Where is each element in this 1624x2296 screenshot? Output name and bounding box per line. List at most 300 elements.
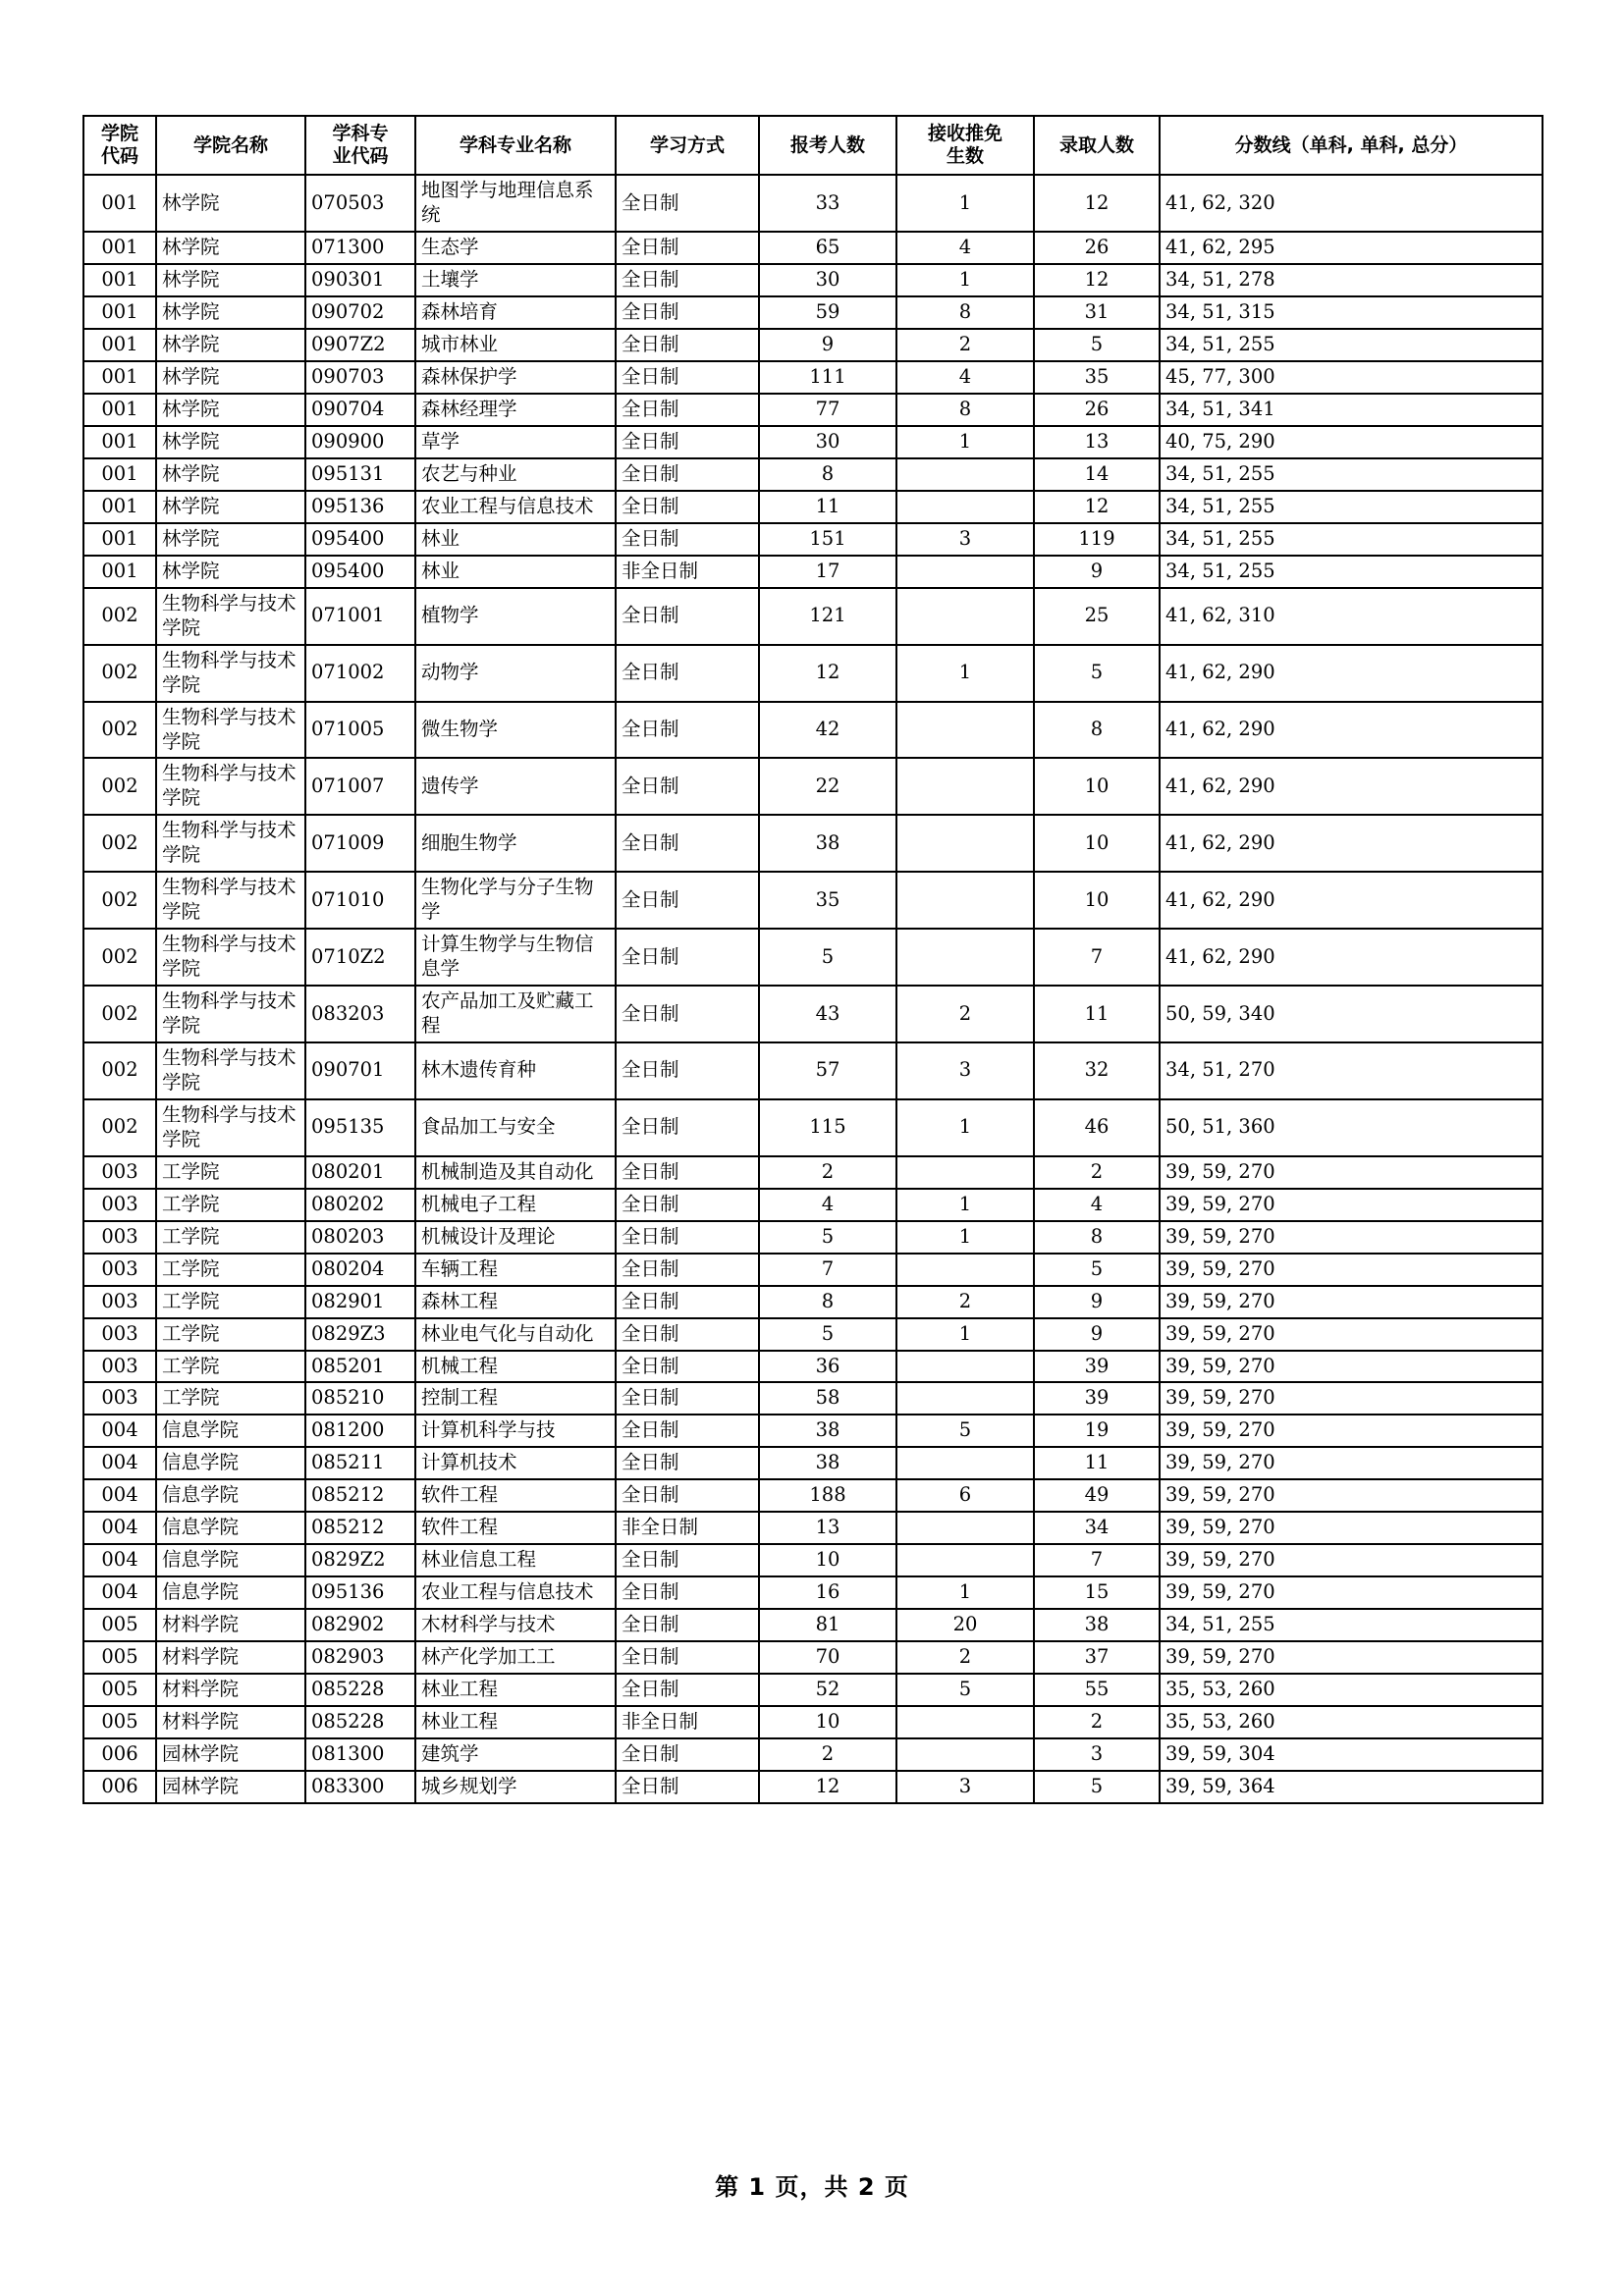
cell-major-code: 0907Z2	[305, 329, 415, 361]
cell-college-name: 工学院	[156, 1189, 305, 1221]
cell-study-mode: 全日制	[616, 296, 759, 329]
cell-admitted: 9	[1034, 1318, 1160, 1351]
cell-recommended: 1	[896, 1221, 1034, 1254]
cell-major-name: 动物学	[415, 645, 616, 702]
cell-major-code: 085212	[305, 1512, 415, 1544]
cell-admitted: 2	[1034, 1156, 1160, 1189]
cell-score-line: 39, 59, 270	[1160, 1479, 1543, 1512]
cell-study-mode: 全日制	[616, 1479, 759, 1512]
cell-admitted: 26	[1034, 232, 1160, 264]
cell-college-name: 生物科学与技术学院	[156, 986, 305, 1042]
cell-major-name: 农艺与种业	[415, 458, 616, 491]
cell-admitted: 38	[1034, 1609, 1160, 1641]
cell-admitted: 39	[1034, 1351, 1160, 1383]
cell-score-line: 39, 59, 270	[1160, 1189, 1543, 1221]
cell-major-name: 控制工程	[415, 1382, 616, 1415]
cell-score-line: 45, 77, 300	[1160, 361, 1543, 394]
cell-admitted: 19	[1034, 1415, 1160, 1447]
cell-admitted: 34	[1034, 1512, 1160, 1544]
column-header-college-name: 学院名称	[156, 116, 305, 175]
cell-applicants: 111	[759, 361, 896, 394]
cell-study-mode: 全日制	[616, 588, 759, 645]
cell-applicants: 59	[759, 296, 896, 329]
cell-college-name: 工学院	[156, 1254, 305, 1286]
cell-study-mode: 全日制	[616, 645, 759, 702]
cell-study-mode: 全日制	[616, 1576, 759, 1609]
cell-major-code: 095131	[305, 458, 415, 491]
table-row	[83, 1609, 1543, 1641]
cell-college-code: 005	[83, 1609, 156, 1641]
cell-applicants: 115	[759, 1099, 896, 1156]
table-row	[83, 1512, 1543, 1544]
cell-college-code: 003	[83, 1382, 156, 1415]
cell-recommended	[896, 1544, 1034, 1576]
cell-college-name: 林学院	[156, 264, 305, 296]
table-row	[83, 986, 1543, 1042]
cell-major-name: 林业	[415, 523, 616, 556]
admissions-statistics-table	[82, 115, 1543, 1804]
table-row	[83, 1382, 1543, 1415]
table-row	[83, 1189, 1543, 1221]
cell-recommended	[896, 1351, 1034, 1383]
cell-study-mode: 非全日制	[616, 1512, 759, 1544]
cell-recommended	[896, 815, 1034, 872]
cell-score-line: 39, 59, 270	[1160, 1221, 1543, 1254]
column-header-applicants: 报考人数	[759, 116, 896, 175]
cell-college-name: 工学院	[156, 1221, 305, 1254]
cell-study-mode: 全日制	[616, 1415, 759, 1447]
cell-recommended: 4	[896, 232, 1034, 264]
cell-applicants: 65	[759, 232, 896, 264]
cell-study-mode: 全日制	[616, 1099, 759, 1156]
cell-major-code: 071009	[305, 815, 415, 872]
column-header-score-line: 分数线（单科, 单科, 总分）	[1160, 116, 1543, 175]
table-row	[83, 1318, 1543, 1351]
cell-major-code: 071005	[305, 702, 415, 759]
cell-college-code: 003	[83, 1221, 156, 1254]
cell-applicants: 77	[759, 394, 896, 426]
cell-recommended: 6	[896, 1479, 1034, 1512]
cell-study-mode: 全日制	[616, 232, 759, 264]
cell-admitted: 8	[1034, 1221, 1160, 1254]
cell-score-line: 34, 51, 255	[1160, 329, 1543, 361]
cell-admitted: 10	[1034, 815, 1160, 872]
cell-recommended: 2	[896, 329, 1034, 361]
cell-major-code: 090702	[305, 296, 415, 329]
cell-major-name: 土壤学	[415, 264, 616, 296]
cell-score-line: 34, 51, 270	[1160, 1042, 1543, 1099]
cell-major-name: 农业工程与信息技术	[415, 1576, 616, 1609]
cell-study-mode: 全日制	[616, 458, 759, 491]
cell-major-name: 机械工程	[415, 1351, 616, 1383]
cell-score-line: 34, 51, 278	[1160, 264, 1543, 296]
cell-score-line: 35, 53, 260	[1160, 1706, 1543, 1738]
cell-applicants: 38	[759, 1447, 896, 1479]
cell-college-name: 信息学院	[156, 1576, 305, 1609]
cell-study-mode: 非全日制	[616, 556, 759, 588]
cell-applicants: 9	[759, 329, 896, 361]
cell-college-name: 林学院	[156, 296, 305, 329]
cell-college-name: 工学院	[156, 1351, 305, 1383]
cell-score-line: 41, 62, 290	[1160, 758, 1543, 815]
cell-major-name: 森林经理学	[415, 394, 616, 426]
cell-admitted: 39	[1034, 1382, 1160, 1415]
cell-college-name: 材料学院	[156, 1706, 305, 1738]
cell-major-code: 080201	[305, 1156, 415, 1189]
cell-applicants: 10	[759, 1544, 896, 1576]
cell-applicants: 151	[759, 523, 896, 556]
table-row	[83, 232, 1543, 264]
cell-study-mode: 全日制	[616, 491, 759, 523]
table-row	[83, 1544, 1543, 1576]
cell-score-line: 41, 62, 290	[1160, 702, 1543, 759]
cell-major-code: 090704	[305, 394, 415, 426]
cell-admitted: 49	[1034, 1479, 1160, 1512]
cell-major-name: 遗传学	[415, 758, 616, 815]
cell-applicants: 33	[759, 175, 896, 232]
cell-study-mode: 全日制	[616, 1609, 759, 1641]
cell-college-name: 园林学院	[156, 1771, 305, 1803]
cell-college-code: 001	[83, 361, 156, 394]
table-row	[83, 1286, 1543, 1318]
table-row	[83, 929, 1543, 986]
cell-major-code: 071007	[305, 758, 415, 815]
table-row	[83, 523, 1543, 556]
cell-recommended: 1	[896, 645, 1034, 702]
cell-recommended	[896, 929, 1034, 986]
cell-major-name: 地图学与地理信息系统	[415, 175, 616, 232]
cell-score-line: 41, 62, 295	[1160, 232, 1543, 264]
table-row	[83, 426, 1543, 458]
table-row	[83, 491, 1543, 523]
cell-major-name: 计算机技术	[415, 1447, 616, 1479]
table-row	[83, 1576, 1543, 1609]
cell-college-name: 生物科学与技术学院	[156, 588, 305, 645]
cell-college-code: 004	[83, 1415, 156, 1447]
table-row	[83, 1099, 1543, 1156]
cell-major-name: 森林保护学	[415, 361, 616, 394]
cell-college-code: 005	[83, 1674, 156, 1706]
cell-major-code: 071300	[305, 232, 415, 264]
cell-applicants: 12	[759, 1771, 896, 1803]
cell-study-mode: 全日制	[616, 1318, 759, 1351]
cell-applicants: 52	[759, 1674, 896, 1706]
cell-applicants: 10	[759, 1706, 896, 1738]
cell-college-name: 信息学院	[156, 1415, 305, 1447]
cell-college-name: 林学院	[156, 175, 305, 232]
table-row	[83, 1771, 1543, 1803]
cell-applicants: 5	[759, 1221, 896, 1254]
cell-major-name: 软件工程	[415, 1512, 616, 1544]
cell-applicants: 2	[759, 1156, 896, 1189]
cell-college-code: 001	[83, 491, 156, 523]
cell-score-line: 39, 59, 304	[1160, 1738, 1543, 1771]
cell-applicants: 42	[759, 702, 896, 759]
cell-applicants: 8	[759, 1286, 896, 1318]
cell-applicants: 11	[759, 491, 896, 523]
cell-admitted: 32	[1034, 1042, 1160, 1099]
cell-college-name: 林学院	[156, 232, 305, 264]
table-row	[83, 1042, 1543, 1099]
cell-admitted: 14	[1034, 458, 1160, 491]
cell-applicants: 57	[759, 1042, 896, 1099]
cell-college-name: 生物科学与技术学院	[156, 872, 305, 929]
cell-applicants: 30	[759, 426, 896, 458]
cell-major-code: 0710Z2	[305, 929, 415, 986]
cell-college-code: 006	[83, 1738, 156, 1771]
cell-major-name: 车辆工程	[415, 1254, 616, 1286]
cell-college-name: 生物科学与技术学院	[156, 929, 305, 986]
cell-admitted: 7	[1034, 1544, 1160, 1576]
cell-admitted: 11	[1034, 1447, 1160, 1479]
cell-major-code: 090900	[305, 426, 415, 458]
cell-major-code: 080203	[305, 1221, 415, 1254]
cell-major-code: 082901	[305, 1286, 415, 1318]
table-row	[83, 329, 1543, 361]
cell-college-code: 003	[83, 1286, 156, 1318]
cell-major-code: 081300	[305, 1738, 415, 1771]
cell-score-line: 39, 59, 270	[1160, 1382, 1543, 1415]
cell-admitted: 9	[1034, 1286, 1160, 1318]
cell-score-line: 34, 51, 255	[1160, 1609, 1543, 1641]
cell-admitted: 10	[1034, 872, 1160, 929]
table-row	[83, 1706, 1543, 1738]
cell-recommended: 8	[896, 394, 1034, 426]
cell-study-mode: 全日制	[616, 1674, 759, 1706]
cell-recommended: 2	[896, 986, 1034, 1042]
cell-major-code: 081200	[305, 1415, 415, 1447]
cell-college-code: 002	[83, 872, 156, 929]
cell-college-code: 002	[83, 1042, 156, 1099]
cell-score-line: 41, 62, 290	[1160, 815, 1543, 872]
cell-college-code: 002	[83, 702, 156, 759]
cell-college-code: 001	[83, 296, 156, 329]
table-row	[83, 645, 1543, 702]
cell-college-name: 工学院	[156, 1382, 305, 1415]
cell-college-code: 006	[83, 1771, 156, 1803]
cell-applicants: 5	[759, 1318, 896, 1351]
cell-study-mode: 全日制	[616, 1189, 759, 1221]
page-footer: 第 1 页，共 2 页	[715, 2173, 909, 2201]
cell-score-line: 39, 59, 364	[1160, 1771, 1543, 1803]
cell-study-mode: 全日制	[616, 986, 759, 1042]
cell-college-name: 林学院	[156, 491, 305, 523]
cell-applicants: 7	[759, 1254, 896, 1286]
cell-major-code: 085201	[305, 1351, 415, 1383]
cell-recommended: 5	[896, 1415, 1034, 1447]
cell-college-code: 002	[83, 758, 156, 815]
cell-college-code: 002	[83, 645, 156, 702]
table-row	[83, 872, 1543, 929]
cell-admitted: 11	[1034, 986, 1160, 1042]
cell-applicants: 22	[759, 758, 896, 815]
column-header-admitted: 录取人数	[1034, 116, 1160, 175]
cell-admitted: 31	[1034, 296, 1160, 329]
cell-major-code: 085212	[305, 1479, 415, 1512]
cell-college-name: 林学院	[156, 556, 305, 588]
table-row	[83, 394, 1543, 426]
cell-admitted: 12	[1034, 175, 1160, 232]
cell-major-name: 木材科学与技术	[415, 1609, 616, 1641]
cell-applicants: 30	[759, 264, 896, 296]
cell-college-name: 林学院	[156, 361, 305, 394]
cell-study-mode: 全日制	[616, 1771, 759, 1803]
cell-major-name: 机械电子工程	[415, 1189, 616, 1221]
column-header-major-code: 学科专 业代码	[305, 116, 415, 175]
cell-major-name: 草学	[415, 426, 616, 458]
table-row	[83, 1415, 1543, 1447]
cell-recommended: 1	[896, 264, 1034, 296]
cell-admitted: 5	[1034, 645, 1160, 702]
cell-major-code: 095136	[305, 1576, 415, 1609]
cell-major-code: 085210	[305, 1382, 415, 1415]
cell-study-mode: 全日制	[616, 264, 759, 296]
cell-applicants: 16	[759, 1576, 896, 1609]
cell-college-name: 生物科学与技术学院	[156, 1042, 305, 1099]
cell-applicants: 81	[759, 1609, 896, 1641]
cell-major-name: 食品加工与安全	[415, 1099, 616, 1156]
cell-study-mode: 全日制	[616, 1738, 759, 1771]
cell-major-name: 林业工程	[415, 1706, 616, 1738]
cell-college-name: 生物科学与技术学院	[156, 702, 305, 759]
cell-score-line: 34, 51, 341	[1160, 394, 1543, 426]
cell-college-name: 材料学院	[156, 1609, 305, 1641]
table-row	[83, 1738, 1543, 1771]
cell-major-code: 083300	[305, 1771, 415, 1803]
cell-score-line: 41, 62, 320	[1160, 175, 1543, 232]
cell-score-line: 34, 51, 255	[1160, 458, 1543, 491]
cell-applicants: 35	[759, 872, 896, 929]
cell-score-line: 39, 59, 270	[1160, 1286, 1543, 1318]
cell-college-code: 001	[83, 458, 156, 491]
cell-college-code: 001	[83, 523, 156, 556]
cell-college-code: 002	[83, 588, 156, 645]
cell-score-line: 39, 59, 270	[1160, 1254, 1543, 1286]
cell-major-name: 森林工程	[415, 1286, 616, 1318]
cell-major-code: 082902	[305, 1609, 415, 1641]
cell-major-code: 071010	[305, 872, 415, 929]
cell-college-code: 002	[83, 1099, 156, 1156]
cell-recommended: 20	[896, 1609, 1034, 1641]
cell-applicants: 13	[759, 1512, 896, 1544]
cell-major-name: 微生物学	[415, 702, 616, 759]
cell-admitted: 2	[1034, 1706, 1160, 1738]
cell-recommended	[896, 1512, 1034, 1544]
cell-college-name: 林学院	[156, 426, 305, 458]
cell-score-line: 39, 59, 270	[1160, 1351, 1543, 1383]
cell-college-name: 工学院	[156, 1286, 305, 1318]
table-row	[83, 702, 1543, 759]
cell-admitted: 12	[1034, 491, 1160, 523]
table-row	[83, 588, 1543, 645]
cell-major-name: 林业电气化与自动化	[415, 1318, 616, 1351]
cell-recommended	[896, 758, 1034, 815]
cell-recommended	[896, 458, 1034, 491]
cell-recommended: 3	[896, 523, 1034, 556]
cell-major-name: 林业工程	[415, 1674, 616, 1706]
cell-applicants: 17	[759, 556, 896, 588]
cell-college-name: 工学院	[156, 1318, 305, 1351]
cell-college-code: 001	[83, 426, 156, 458]
cell-study-mode: 全日制	[616, 1042, 759, 1099]
cell-applicants: 121	[759, 588, 896, 645]
cell-admitted: 5	[1034, 1771, 1160, 1803]
cell-college-code: 001	[83, 264, 156, 296]
cell-study-mode: 全日制	[616, 523, 759, 556]
cell-college-code: 001	[83, 329, 156, 361]
cell-college-code: 004	[83, 1544, 156, 1576]
cell-admitted: 26	[1034, 394, 1160, 426]
cell-score-line: 41, 62, 290	[1160, 929, 1543, 986]
table-header-row	[83, 116, 1543, 175]
cell-admitted: 10	[1034, 758, 1160, 815]
cell-applicants: 12	[759, 645, 896, 702]
cell-score-line: 41, 62, 310	[1160, 588, 1543, 645]
cell-major-name: 林业信息工程	[415, 1544, 616, 1576]
cell-major-name: 农产品加工及贮藏工程	[415, 986, 616, 1042]
cell-major-name: 建筑学	[415, 1738, 616, 1771]
cell-score-line: 39, 59, 270	[1160, 1576, 1543, 1609]
cell-recommended	[896, 1156, 1034, 1189]
cell-score-line: 39, 59, 270	[1160, 1415, 1543, 1447]
cell-college-code: 005	[83, 1641, 156, 1674]
cell-admitted: 35	[1034, 361, 1160, 394]
cell-recommended	[896, 1447, 1034, 1479]
cell-recommended	[896, 588, 1034, 645]
cell-score-line: 39, 59, 270	[1160, 1447, 1543, 1479]
cell-applicants: 38	[759, 1415, 896, 1447]
cell-college-name: 信息学院	[156, 1447, 305, 1479]
cell-applicants: 5	[759, 929, 896, 986]
cell-recommended: 1	[896, 175, 1034, 232]
cell-admitted: 13	[1034, 426, 1160, 458]
cell-recommended: 1	[896, 1576, 1034, 1609]
cell-major-code: 095135	[305, 1099, 415, 1156]
cell-study-mode: 全日制	[616, 1544, 759, 1576]
cell-college-name: 林学院	[156, 394, 305, 426]
table-row	[83, 1447, 1543, 1479]
cell-recommended: 3	[896, 1042, 1034, 1099]
cell-score-line: 50, 51, 360	[1160, 1099, 1543, 1156]
table-row	[83, 458, 1543, 491]
cell-college-code: 003	[83, 1189, 156, 1221]
cell-study-mode: 全日制	[616, 361, 759, 394]
cell-major-code: 0829Z2	[305, 1544, 415, 1576]
cell-study-mode: 全日制	[616, 1351, 759, 1383]
cell-college-name: 林学院	[156, 523, 305, 556]
cell-college-code: 005	[83, 1706, 156, 1738]
cell-college-code: 003	[83, 1254, 156, 1286]
cell-study-mode: 全日制	[616, 1221, 759, 1254]
cell-major-code: 090301	[305, 264, 415, 296]
cell-study-mode: 全日制	[616, 1641, 759, 1674]
cell-major-name: 城市林业	[415, 329, 616, 361]
cell-admitted: 119	[1034, 523, 1160, 556]
cell-recommended	[896, 1382, 1034, 1415]
cell-college-name: 材料学院	[156, 1674, 305, 1706]
cell-score-line: 39, 59, 270	[1160, 1544, 1543, 1576]
cell-college-name: 生物科学与技术学院	[156, 645, 305, 702]
cell-major-code: 095136	[305, 491, 415, 523]
cell-college-code: 003	[83, 1318, 156, 1351]
cell-admitted: 8	[1034, 702, 1160, 759]
cell-score-line: 39, 59, 270	[1160, 1512, 1543, 1544]
cell-recommended	[896, 1706, 1034, 1738]
cell-recommended: 2	[896, 1286, 1034, 1318]
cell-college-name: 工学院	[156, 1156, 305, 1189]
cell-major-name: 城乡规划学	[415, 1771, 616, 1803]
table-row	[83, 1254, 1543, 1286]
